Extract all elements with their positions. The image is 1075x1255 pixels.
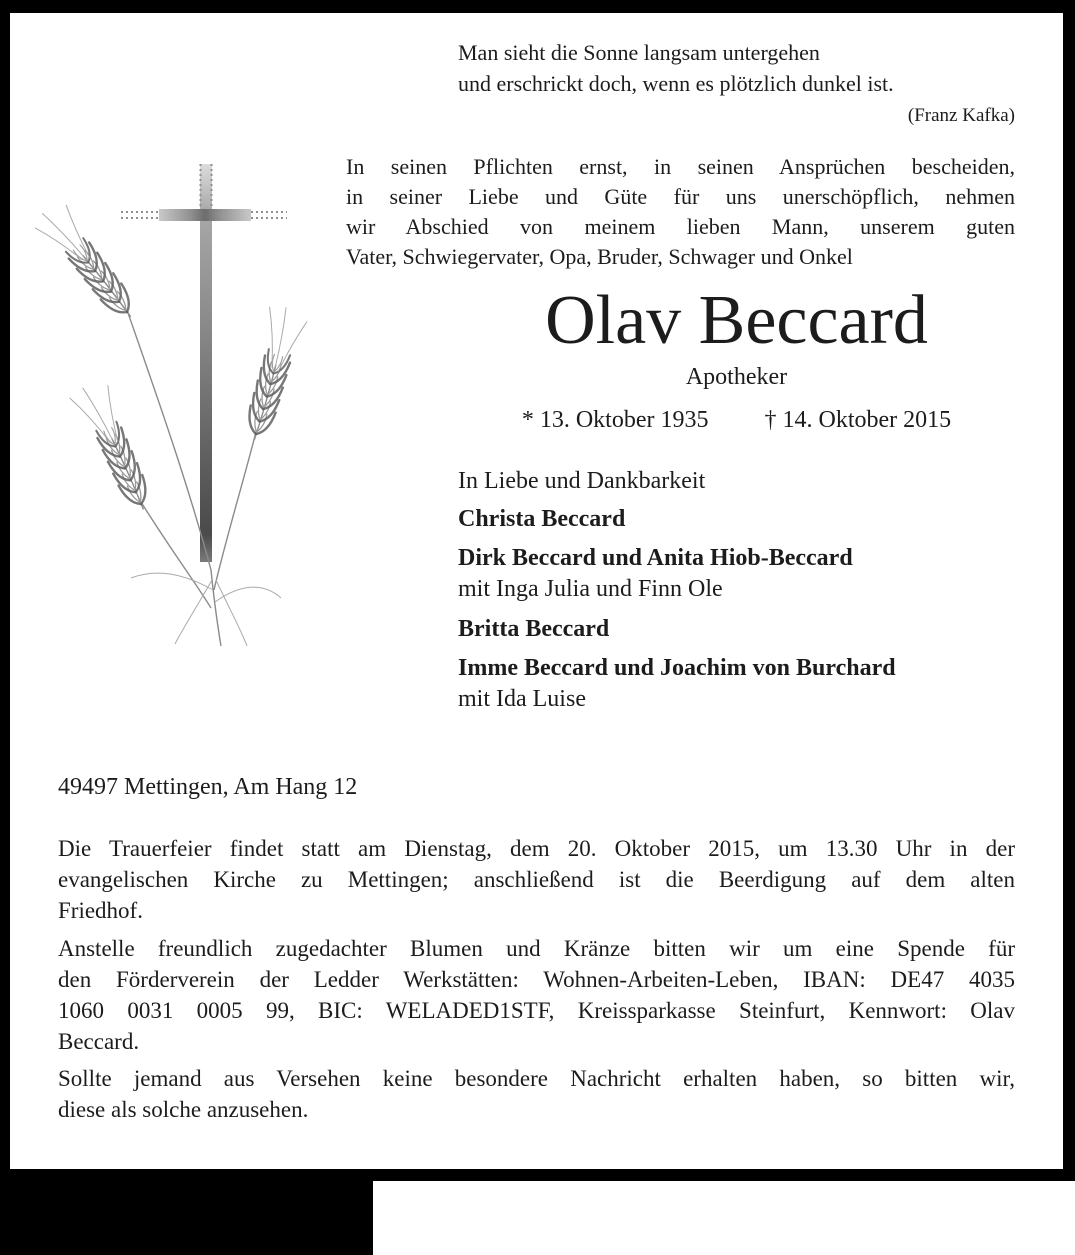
donation-line: Beccard.	[58, 1029, 140, 1054]
mourner-name: Christa Beccard	[458, 506, 626, 532]
death-date: † 14. Oktober 2015	[764, 407, 952, 433]
birth-date: * 13. Oktober 1935	[521, 407, 709, 433]
deceased-block	[458, 282, 1015, 436]
address-line: 49497 Mettingen, Am Hang 12	[58, 774, 358, 800]
mourner-children: mit Ida Luise	[458, 686, 586, 712]
mourner-children: mit Inga Julia und Finn Ole	[458, 576, 723, 602]
funeral-line: Die Trauerfeier findet statt am Dienstag, dem 20. Oktober 2015, um 13.30 Uhr in der	[58, 836, 1015, 861]
donation-line: Anstelle freundlich zugedachter Blumen und Kränze bitten wir um eine Spende für	[58, 936, 1015, 961]
notice-line: Sollte jemand aus Versehen keine besondere Nachricht erhalten haben, so bitten wir,	[58, 1066, 1015, 1091]
quote-attribution: (Franz Kafka)	[907, 105, 1015, 126]
funeral-line: evangelischen Kirche zu Mettingen; anschließend ist die Beerdigung auf dem alten	[58, 867, 1015, 892]
intro-line: In seinen Pflichten ernst, in seinen Ansprüchen bescheiden,	[346, 154, 1015, 179]
mourning-heading: In Liebe und Dankbarkeit	[458, 468, 706, 494]
cross-and-wheat-artwork	[35, 150, 320, 650]
mourning-list	[458, 466, 1015, 715]
deceased-name: Olav Beccard	[545, 282, 928, 359]
mourner-name: Britta Beccard	[458, 616, 610, 642]
donation-paragraph	[58, 933, 1015, 1057]
intro-line: wir Abschied von meinem lieben Mann, unserem guten	[346, 214, 1015, 239]
quote-line: und erschrickt doch, wenn es plötzlich dunkel ist.	[458, 71, 894, 96]
deceased-profession: Apotheker	[685, 364, 788, 390]
wheat-icon	[35, 198, 309, 646]
life-dates	[458, 405, 1015, 436]
donation-line: den Förderverein der Ledder Werkstätten: Wohnen-Arbeiten-Leben, IBAN: DE47 4035	[58, 967, 1015, 992]
funeral-paragraph	[58, 833, 1015, 926]
redaction-box	[0, 1181, 373, 1255]
quote-block	[458, 37, 1015, 128]
donation-line: 1060 0031 0005 99, BIC: WELADED1STF, Kreissparkasse Steinfurt, Kennwort: Olav	[58, 998, 1015, 1023]
intro-line: Vater, Schwiegervater, Opa, Bruder, Schwager und Onkel	[346, 244, 853, 269]
intro-line: in seiner Liebe und Güte für uns unerschöpflich, nehmen	[346, 184, 1015, 209]
notice-paragraph	[58, 1063, 1015, 1125]
mourner-name: Dirk Beccard und Anita Hiob-Beccard	[458, 545, 853, 571]
quote-line: Man sieht die Sonne langsam untergehen	[458, 40, 820, 65]
notice-line: diese als solche anzusehen.	[58, 1097, 309, 1122]
funeral-line: Friedhof.	[58, 898, 143, 923]
intro-paragraph	[346, 152, 1015, 272]
mourner-name: Imme Beccard und Joachim von Burchard	[458, 655, 896, 681]
